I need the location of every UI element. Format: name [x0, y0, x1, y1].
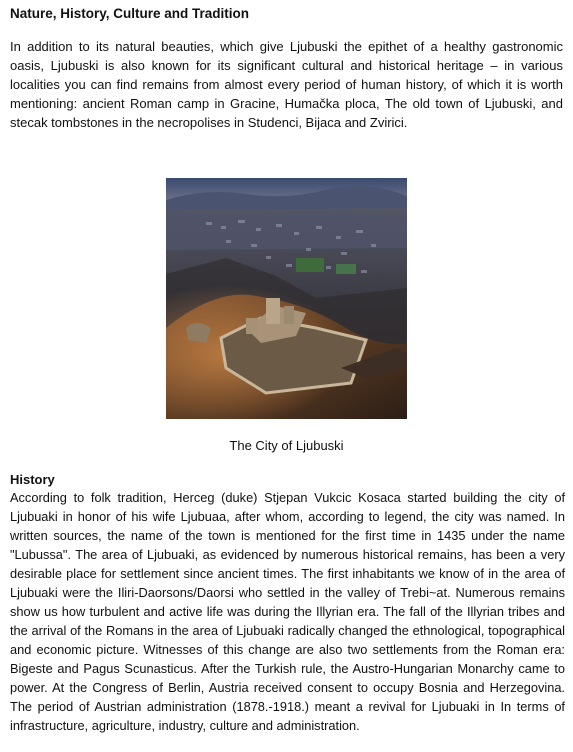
section-heading: Nature, History, Culture and Tradition: [10, 6, 250, 21]
figure-caption: The City of Ljubuski: [229, 438, 344, 453]
aerial-photo-old-town: [166, 178, 407, 419]
history-heading: History: [10, 472, 55, 487]
history-paragraph: According to folk tradition, Herceg (duke) Stjepan Vukcic Kosaca started building the city of Ljubuaki in honor of his wife Ljubuaa, after whom, according to legend, the city was named. In written sources, the name of the town is mentioned for the first time in 1435 under the name "Lubussa". The area of Ljubuaki, as evidenced by numerous historical remains, has been a very desirable place for settlement since ancient times. The first inhabitants we know of in the area of Ljubuaki were the Iliri-Daorsons/Daorsi who settled in the valley of Trebi~at. Numerous remains show us how turbulent and active life was during the Illyrian era. The fall of the Illyrian tribes and the arrival of the Romans in the area of Ljubuaki radically changed the ethnological, topographical and economic picture. Witnesses of this change are also two settlements from the Roman era: Bigeste and Pagus Scunasticus. After the Turkish rule, the Austro-Hungarian Monarchy came to power. At the Congress of Berlin, Austria received consent to occupy Bosnia and Herzegovina. The period of Austrian administration (1878.-1918.) meant a revival for Ljubuaki in In terms of infrastructure, agriculture, industry, culture and administration.: [10, 490, 565, 733]
intro-paragraph: In addition to its natural beauties, which give Ljubuski the epithet of a healthy gastronomic oasis, Ljubuski is also known for its significant cultural and historical heritage – in various localities you can find remains from almost every period of human history, of which it is worth mentioning: ancient Roman camp in Gracine, Humačka ploca, The old town of Ljubuski, and stecak tombstones in the necropolises in Studenci, Bijaca and Zvirici.: [10, 39, 563, 130]
